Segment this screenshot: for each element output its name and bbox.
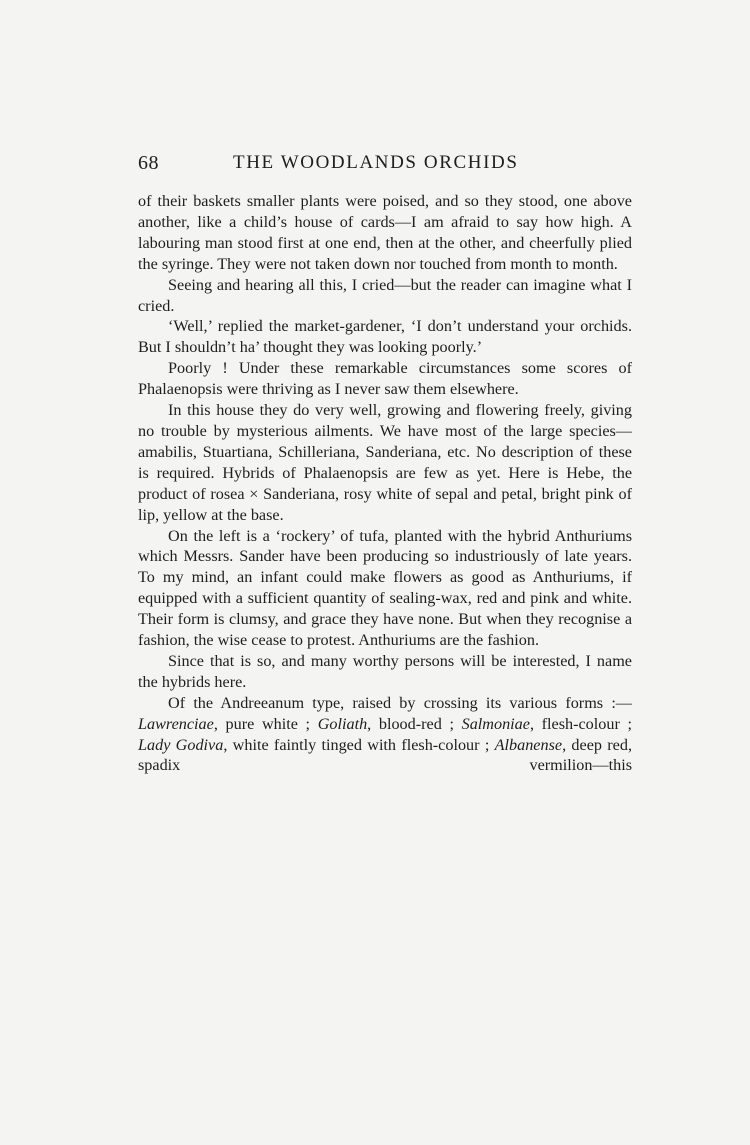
hybrid-name: Albanense xyxy=(494,735,563,754)
paragraph: Poorly ! Under these remarkable circumstances some scores of Phalaenopsis were thriving as I never saw them elsewhere. xyxy=(138,359,632,399)
paragraph: Seeing and hearing all this, I cried—but the reader can imagine what I cried. xyxy=(138,275,632,315)
hybrid-description: , white faintly tinged with flesh-colour ; xyxy=(223,735,495,754)
hybrid-description: , flesh-colour ; xyxy=(529,714,632,733)
hybrid-description: , pure white ; xyxy=(213,714,318,733)
running-head: THE WOODLANDS ORCHIDS xyxy=(233,152,519,173)
paragraph: Since that is so, and many worthy persons will be interested, I name the hybrids here. xyxy=(138,651,632,691)
page-number: 68 xyxy=(138,152,159,174)
hybrid-name: Lawrenciae xyxy=(138,714,214,733)
paragraph-continued: of their baskets smaller plants were poised, and so they stood, one above another, like a child’s house of cards—I am afraid to say how high. A labouring man stood first at one end, then at the other, and cheerfully plied the syringe. They were not taken down nor touched from month to month. xyxy=(138,192,632,273)
hybrids-intro: Of the Andreeanum type, raised by crossing its various forms :— xyxy=(168,693,632,712)
paragraph: On the left is a ‘rockery’ of tufa, planted with the hybrid Anthuriums which Messrs. Sander have been producing so industriously of late years. To my mind, an infant could make flowers as good as Anthuriums, if equipped with a sufficient quantity of sealing-wax, red and pink and white. Their form is clumsy, and grace they have none. But when they recognise a fashion, the wise cease to protest. Anthuriums are the fashion. xyxy=(138,526,632,650)
paragraph: ‘Well,’ replied the market-gardener, ‘I don’t understand your orchids. But I shouldn’t ha’ thought they was looking poorly.’ xyxy=(138,317,632,357)
paragraph-hybrids-list xyxy=(138,693,632,777)
hybrid-description: , deep red, spadix vermilion—this xyxy=(138,735,632,775)
paragraph: In this house they do very well, growing and flowering freely, giving no trouble by mysterious ailments. We have most of the large species—amabilis, Stuartiana, Schilleriana, Sanderiana, etc. No description of these is required. Hybrids of Phalaenopsis are few as yet. Here is Hebe, the product of rosea × Sanderiana, rosy white of sepal and petal, bright pink of lip, yellow at the base. xyxy=(138,401,632,524)
hybrid-name: Goliath xyxy=(317,714,368,733)
page-header xyxy=(138,152,632,178)
hybrid-description: , blood-red ; xyxy=(367,714,462,733)
body-text xyxy=(138,191,632,776)
hybrid-name: Lady Godiva xyxy=(138,735,224,754)
hybrid-name: Salmoniae xyxy=(461,714,530,733)
